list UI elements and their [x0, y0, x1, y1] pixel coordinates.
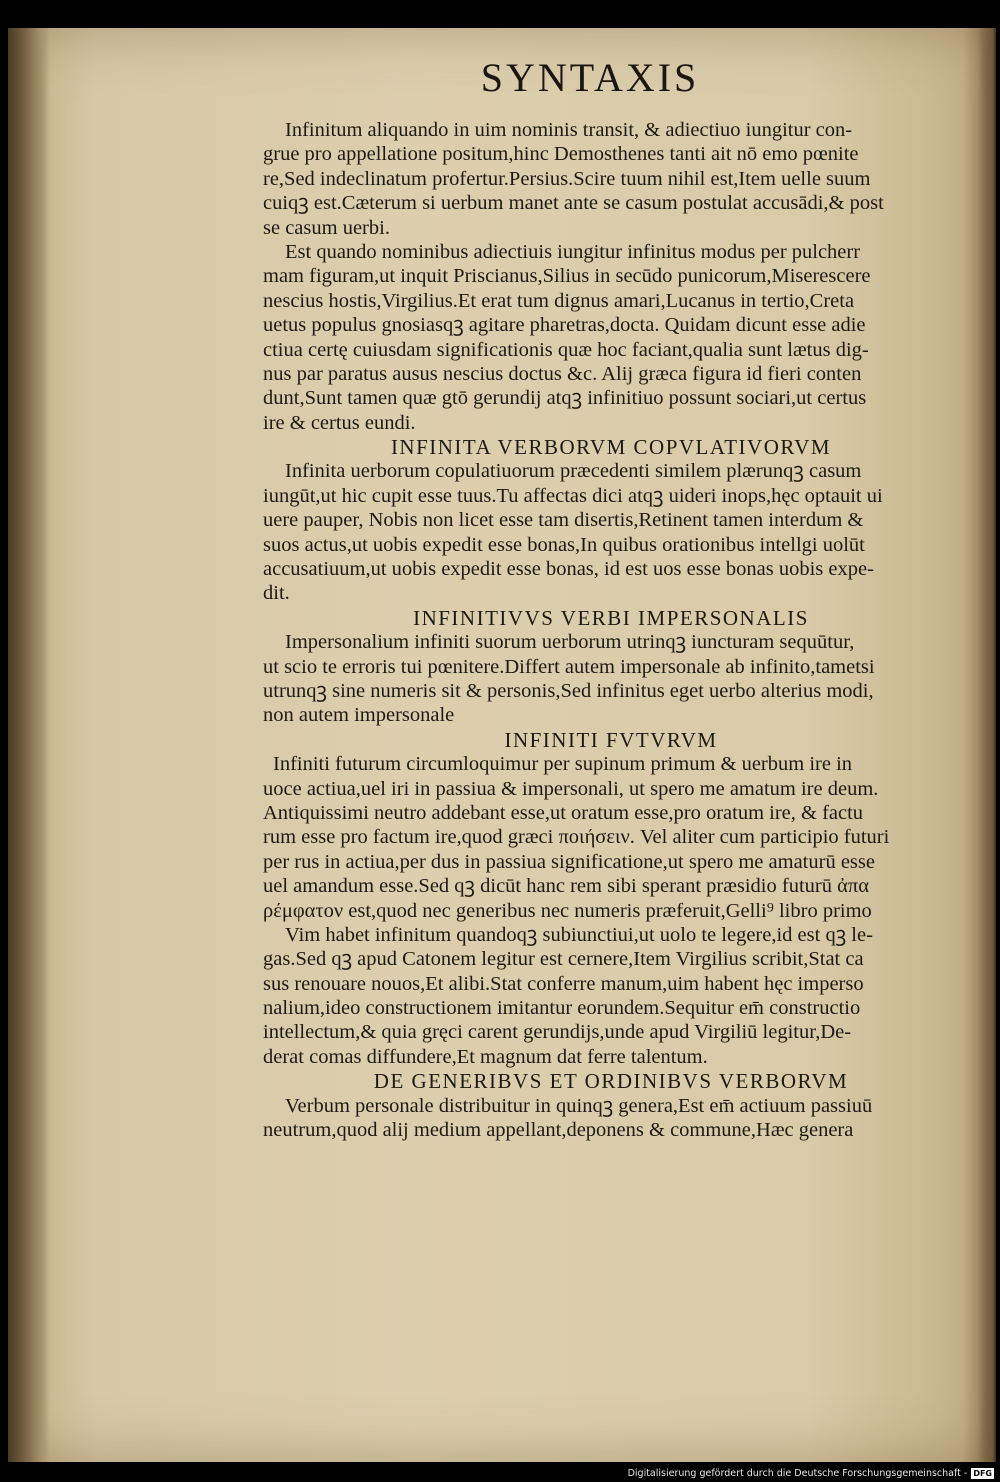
text-line: utrunqꝫ sine numeris sit & personis,Sed infinitus eget uerbo alterius modi, [263, 679, 874, 702]
text-line: Est quando nominibus adiectiuis iungitur infinitus modus per pulcherr [285, 240, 861, 263]
text-line: uel amandum esse.Sed qꝫ dicūt hanc rem sibi sperant præsidio futurū ἀπα [263, 875, 869, 898]
body-text [255, 118, 967, 1142]
section-heading: INFINITI FVTVRVM [504, 727, 718, 752]
text-line: ire & certus eundi. [263, 411, 416, 434]
text-line: neutrum,quod alij medium appellant,deponens & commune,Hæc genera [263, 1119, 854, 1142]
text-line: uoce actiua,uel iri in passiua & impersonali, ut spero me amatum ire deum. [263, 777, 879, 800]
digitization-credit [628, 1466, 994, 1480]
text-line: derat comas diffundere,Et magnum dat ferre talentum. [263, 1045, 708, 1068]
text-line: cuiqꝫ est.Cæterum si uerbum manet ante se casum postulat accusādi,& post [263, 192, 884, 215]
text-line: nalium,ideo constructionem imitantur eorundem.Sequitur em̄ constructio [263, 997, 861, 1020]
page-binding-shadow [8, 28, 50, 1462]
section-heading: INFINITIVVS VERBI IMPERSONALIS [413, 605, 809, 630]
text-line: uere pauper, Nobis non licet esse tam disertis,Retinent tamen interdum & [263, 509, 864, 532]
text-line: mam figuram,ut inquit Priscianus,Silius in secūdo punicorum,Miserescere [263, 265, 871, 288]
text-line: ρέμφατον est,quod nec generibus nec numeris præferuit,Gelli⁹ libro primo [263, 899, 872, 922]
text-line: Verbum personale distribuitur in quinqꝫ genera,Est em̄ actiuum passiuū [285, 1094, 873, 1117]
text-line: grue pro appellatione positum,hinc Demosthenes tanti ait nō emo pœnite [263, 143, 859, 166]
text-line: accusatiuum,ut uobis expedit esse bonas, id est uos esse bonas uobis expe- [263, 558, 874, 581]
text-line: Infinita uerborum copulatiuorum præcedenti similem plærunqꝫ casum [285, 460, 862, 483]
text-line: gas.Sed qꝫ apud Catonem legitur est cernere,Item Virgilius scribit,Stat ca [263, 948, 864, 971]
credit-text: Digitalisierung gefördert durch die Deutsche Forschungsgemeinschaft - [627, 1467, 968, 1479]
text-line: nus par paratus ausus nescius doctus &c. Alij græca figura id fieri conten [263, 362, 862, 385]
text-line: suos actus,ut uobis expedit esse bonas,In quibus orationibus intellgi uolūt [263, 533, 865, 556]
text-line: Vim habet infinitum quandoqꝫ subiunctiui,ut uolo te legere,id est qꝫ le- [285, 923, 873, 946]
text-line: Infinitum aliquando in uim nominis transit, & adiectiuo iungitur con- [285, 119, 853, 141]
text-line: per rus in actiua,per dus in passiua significatione,ut spero me amaturū esse [263, 850, 875, 873]
text-line: intellectum,& quia gręci carent gerundijs,unde apud Virgiliū legitur,De- [263, 1021, 852, 1044]
text-line: re,Sed indeclinatum profertur.Persius.Scire tuum nihil est,Item uelle suum [263, 167, 871, 190]
text-line: ctiua certę cuiusdam significationis quæ hoc faciant,qualia sunt lætus dig- [263, 338, 869, 361]
section-heading: INFINITA VERBORVM COPVLATIVORVM [390, 435, 832, 460]
text-line: iungūt,ut hic cupit esse tuus.Tu affectas dici atqꝫ uideri inops,hęc optauit ui [263, 484, 883, 507]
text-line: se casum uerbi. [263, 216, 390, 239]
text-line: nescius hostis,Virgilius.Et erat tum dignus amari,Lucanus in tertio,Creta [263, 289, 855, 312]
page-edge-shadow [978, 28, 996, 1462]
text-line: uetus populus gnosiasqꝫ agitare pharetras,docta. Quidam dicunt esse adie [263, 314, 866, 337]
text-line: dit. [263, 582, 290, 605]
dfg-logo-icon: DFG [973, 1468, 992, 1478]
text-line: Infiniti futurum circumloquimur per supinum primum & uerbum ire in [273, 753, 853, 776]
section-heading: DE GENERIBVS ET ORDINIBVS VERBORVM [373, 1069, 849, 1094]
running-header: SYNTAXIS [480, 55, 700, 100]
text-line: sus renouare nouos,Et alibi.Stat conferre manum,uim habent hęc imperso [263, 972, 864, 995]
text-line: non autem impersonale [263, 704, 455, 727]
text-line: Impersonalium infiniti suorum uerborum utrinqꝫ iuncturam sequūtur, [285, 631, 855, 654]
text-line: ut scio te erroris tui pœnitere.Differt autem impersonale ab infinito,tametsi [263, 655, 875, 678]
text-line: dunt,Sunt tamen quæ gtō gerundij atqꝫ infinitiuo possunt sociari,ut certus [263, 387, 867, 410]
text-line: rum esse pro factum ire,quod græci ποιήσειν. Vel aliter cum participio futuri [263, 826, 890, 849]
text-line: Antiquissimi neutro addebant esse,ut oratum esse,pro oratum ire, & factu [263, 801, 864, 824]
